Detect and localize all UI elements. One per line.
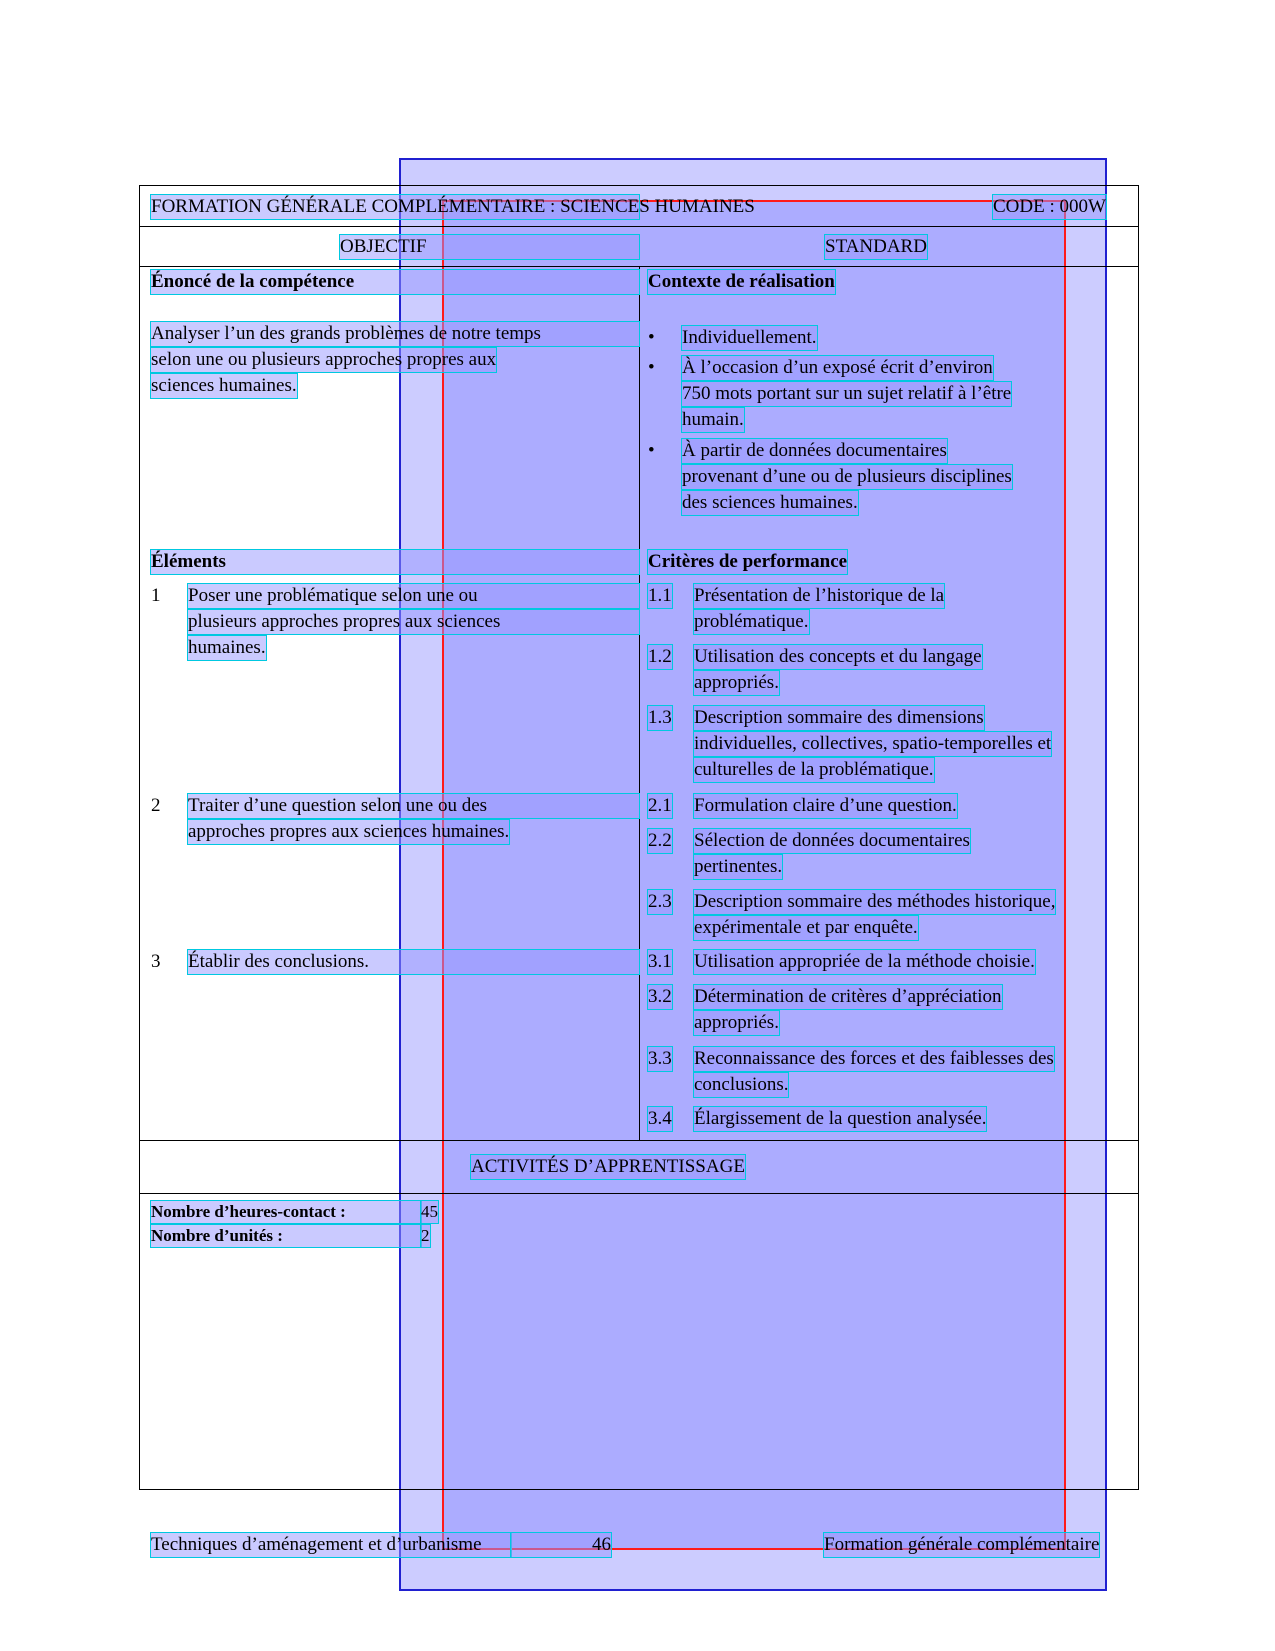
critere-line: culturelles de la problématique. [694, 759, 934, 780]
unites-label: Nombre d’unités : [151, 1225, 421, 1247]
course-code: CODE : 000W [993, 196, 1106, 217]
contexte-line: Individuellement. [682, 327, 817, 348]
activites-title: ACTIVITÉS D’APPRENTISSAGE [471, 1156, 745, 1177]
heures-label: Nombre d’heures-contact : [151, 1201, 421, 1223]
heures-value: 45 [421, 1202, 438, 1221]
footer-left: Techniques d’aménagement et d’urbanisme [151, 1533, 511, 1557]
element-number: 2 [151, 795, 161, 816]
footer-page-number: 46 [511, 1533, 611, 1557]
element-number: 1 [151, 585, 161, 606]
unites-value: 2 [421, 1226, 430, 1245]
element-line: approches propres aux sciences humaines. [188, 821, 510, 842]
element-line: Traiter d’une question selon une ou des [188, 794, 639, 818]
critere-line: Élargissement de la question analysée. [694, 1108, 987, 1129]
critere-number: 1.1 [648, 585, 672, 606]
activities-top-divider [139, 1140, 1139, 1141]
critere-line: Sélection de données documentaires [694, 830, 970, 851]
critere-number: 2.3 [648, 891, 672, 912]
critere-number: 3.1 [648, 951, 672, 972]
critere-line: expérimentale et par enquête. [694, 917, 918, 938]
bullet-icon: • [648, 327, 655, 348]
column-header-standard: STANDARD [825, 236, 927, 257]
bullet-icon: • [648, 357, 655, 378]
critere-line: Formulation claire d’une question. [694, 795, 957, 816]
critere-line: Détermination de critères d’appréciation [694, 986, 1002, 1007]
competence-line: Analyser l’un des grands problèmes de notre temps [151, 322, 639, 346]
header-divider [139, 226, 1139, 227]
critere-number: 3.2 [648, 986, 672, 1007]
contexte-line: humain. [682, 409, 744, 430]
table-border-top [139, 185, 1139, 186]
critere-number: 3.3 [648, 1048, 672, 1069]
contexte-line: provenant d’une ou de plusieurs disciplines [682, 466, 1012, 487]
table-border-right [1138, 185, 1139, 1490]
bullet-icon: • [648, 440, 655, 461]
critere-number: 1.3 [648, 707, 672, 728]
critere-number: 2.2 [648, 830, 672, 851]
footer-right: Formation générale complémentaire [824, 1534, 1100, 1555]
critere-line: conclusions. [694, 1074, 789, 1095]
table-border-bottom [139, 1489, 1139, 1490]
element-line: humaines. [188, 637, 266, 658]
element-line: Établir des conclusions. [188, 950, 639, 974]
contexte-heading: Contexte de réalisation [648, 271, 835, 292]
critere-line: appropriés. [694, 1012, 779, 1033]
competence-line: sciences humaines. [151, 375, 297, 396]
course-title: FORMATION GÉNÉRALE COMPLÉMENTAIRE : SCIENCES HUMAINES [151, 196, 755, 217]
competence-heading: Énoncé de la compétence [151, 270, 639, 294]
critere-number: 3.4 [648, 1108, 672, 1129]
center-divider [639, 266, 640, 1140]
critere-line: Description sommaire des dimensions [694, 707, 984, 728]
contexte-line: À partir de données documentaires [682, 440, 947, 461]
activities-bottom-divider [139, 1193, 1139, 1194]
contexte-line: 750 mots portant sur un sujet relatif à l’être [682, 383, 1012, 404]
table-border-left [139, 185, 140, 1490]
critere-line: appropriés. [694, 672, 779, 693]
elements-heading: Éléments [151, 550, 639, 574]
critere-line: problématique. [694, 611, 809, 632]
critere-line: Utilisation des concepts et du langage [694, 646, 982, 667]
critere-number: 2.1 [648, 795, 672, 816]
critere-line: Utilisation appropriée de la méthode choisie. [694, 951, 1035, 972]
element-line: plusieurs approches propres aux sciences [188, 610, 639, 634]
contexte-line: À l’occasion d’un exposé écrit d’environ [682, 357, 993, 378]
critere-line: Description sommaire des méthodes historique, [694, 891, 1056, 912]
element-line: Poser une problématique selon une ou [188, 584, 639, 608]
critere-line: Reconnaissance des forces et des faiblesses des [694, 1048, 1054, 1069]
element-number: 3 [151, 951, 161, 972]
critere-line: individuelles, collectives, spatio-temporelles et [694, 733, 1052, 754]
criteres-heading: Critères de performance [648, 551, 848, 572]
column-header-objectif: OBJECTIF [340, 235, 639, 259]
critere-line: pertinentes. [694, 856, 783, 877]
competence-line: selon une ou plusieurs approches propres aux [151, 349, 497, 370]
contexte-line: des sciences humaines. [682, 492, 858, 513]
critere-number: 1.2 [648, 646, 672, 667]
critere-line: Présentation de l’historique de la [694, 585, 945, 606]
